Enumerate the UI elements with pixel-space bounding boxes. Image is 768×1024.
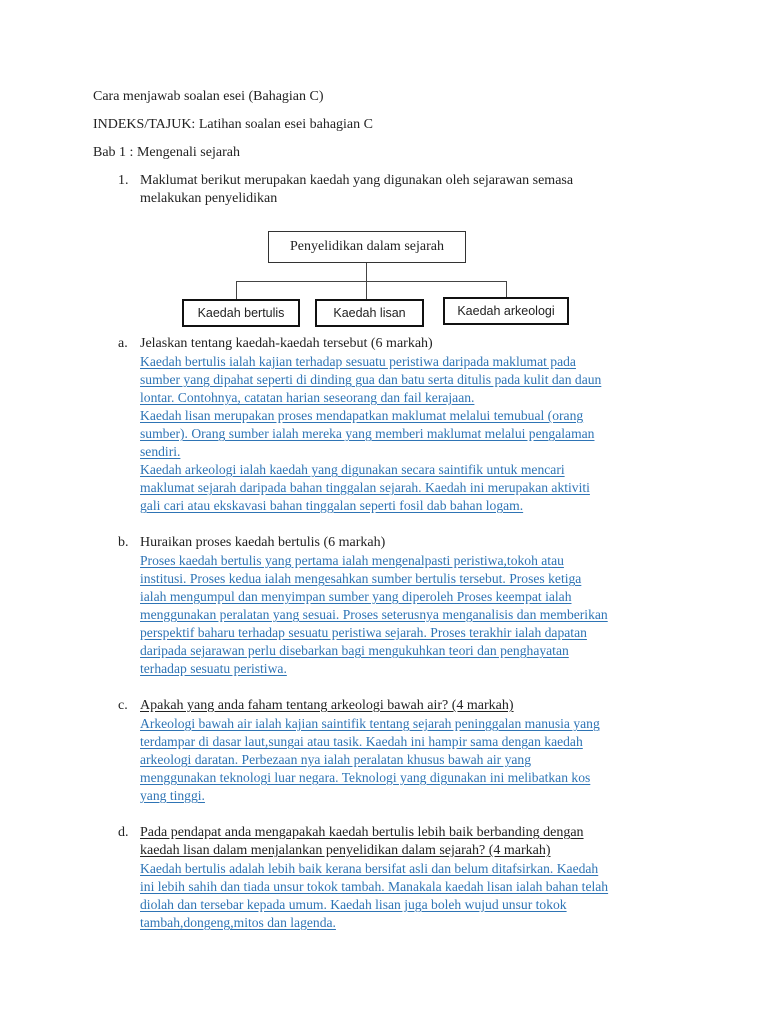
answer-line: maklumat sejarah daripada bahan tinggalan sejarah. Kaedah ini merupakan aktiviti xyxy=(140,480,590,495)
answer-line: tambah,dongeng,mitos dan lagenda. xyxy=(140,915,336,930)
part-marker: c. xyxy=(118,698,128,713)
part-question: Jelaskan tentang kaedah-kaedah tersebut (6 markah) xyxy=(140,336,433,351)
answer-line: terdampar di dasar laut,sungai atau tasik. Kaedah ini hampir sama dengan kaedah xyxy=(140,734,583,749)
answer-line: ialah mengumpul dan menyimpan sumber yang diperoleh Proses keempat ialah xyxy=(140,589,572,604)
answer-line: ini lebih sahih dan tiada unsur tokok tambah. Manakala kaedah lisan ialah bahan telah xyxy=(140,879,609,894)
diagram-child-label: Kaedah bertulis xyxy=(197,306,285,320)
answer-line: Arkeologi bawah air ialah kajian saintifik tentang sejarah peninggalan manusia yang xyxy=(140,716,600,731)
diagram-root-box xyxy=(268,231,466,263)
answer-line: daripada sejarawan perlu disebarkan bagi mengukuhkan teori dan penghayatan xyxy=(140,643,569,658)
diagram-child-box xyxy=(443,297,569,325)
answer-line: lontar. Contohnya, catatan harian seseorang dan fail kerajaan. xyxy=(140,390,475,405)
part-question: Apakah yang anda faham tentang arkeologi bawah air? (4 markah) xyxy=(140,698,514,713)
question-number: 1. xyxy=(118,173,129,188)
answer-line: Kaedah bertulis ialah kajian terhadap sesuatu peristiwa daripada maklumat pada xyxy=(140,354,576,369)
part-marker: d. xyxy=(118,825,129,840)
part-question: kaedah lisan dalam menjalankan penyelidikan dalam sejarah? (4 markah) xyxy=(140,843,551,858)
index-title: INDEKS/TAJUK: Latihan soalan esei bahagian C xyxy=(93,117,373,132)
answer-line: sumber). Orang sumber ialah mereka yang memberi maklumat melalui pengalaman xyxy=(140,426,595,441)
answer-line: yang tinggi. xyxy=(140,788,205,803)
diagram-child-box xyxy=(315,299,424,327)
chapter-title: Bab 1 : Mengenali sejarah xyxy=(93,145,240,160)
answer-line: terhadap sesuatu peristiwa. xyxy=(140,661,287,676)
question-text: melakukan penyelidikan xyxy=(140,191,278,206)
diagram-connector xyxy=(506,281,507,297)
doc-title: Cara menjawab soalan esei (Bahagian C) xyxy=(93,89,324,104)
diagram-child-label: Kaedah lisan xyxy=(333,306,406,320)
answer-line: arkeologi daratan. Perbezaan nya ialah peralatan khusus bawah air yang xyxy=(140,752,532,767)
question-text: Maklumat berikut merupakan kaedah yang digunakan oleh sejarawan semasa xyxy=(140,173,574,188)
answer-line: menggunakan teknologi luar negara. Teknologi yang digunakan ini melibatkan kos xyxy=(140,770,591,785)
answer-line: Kaedah bertulis adalah lebih baik kerana bersifat asli dan belum ditafsirkan. Kaedah xyxy=(140,861,599,876)
answer-line: Proses kaedah bertulis yang pertama ialah mengenalpasti peristiwa,tokoh atau xyxy=(140,553,564,568)
part-marker: b. xyxy=(118,535,129,550)
answer-line: diolah dan tersebar kepada umum. Kaedah lisan juga boleh wujud unsur tokok xyxy=(140,897,567,912)
answer-line: Kaedah lisan merupakan proses mendapatkan maklumat melalui temubual (orang xyxy=(140,408,584,423)
diagram-child-label: Kaedah arkeologi xyxy=(457,304,555,318)
part-question: Pada pendapat anda mengapakah kaedah bertulis lebih baik berbanding dengan xyxy=(140,825,584,840)
answer-line: Kaedah arkeologi ialah kaedah yang digunakan secara saintifik untuk mencari xyxy=(140,462,565,477)
answer-line: institusi. Proses kedua ialah mengesahkan sumber bertulis tersebut. Proses ketiga xyxy=(140,571,582,586)
answer-line: menggunakan peralatan yang sesuai. Proses seterusnya menganalisis dan memberikan xyxy=(140,607,608,622)
answer-line: perspektif baharu terhadap sesuatu peristiwa sejarah. Proses terakhir ialah dapatan xyxy=(140,625,587,640)
diagram-root-label: Penyelidikan dalam sejarah xyxy=(290,239,444,254)
part-marker: a. xyxy=(118,336,128,351)
answer-line: gali cari atau ekskavasi bahan tinggalan seperti fosil dab bahan logam. xyxy=(140,498,524,513)
answer-line: sumber yang dipahat seperti di dinding gua dan batu serta ditulis pada kulit dan daun xyxy=(140,372,602,387)
diagram-connector xyxy=(366,281,367,299)
diagram-child-box xyxy=(182,299,300,327)
answer-line: sendiri. xyxy=(140,444,181,459)
diagram-connector xyxy=(236,281,237,299)
diagram-connector xyxy=(236,281,507,282)
diagram-connector xyxy=(366,263,367,281)
part-question: Huraikan proses kaedah bertulis (6 markah) xyxy=(140,535,386,550)
